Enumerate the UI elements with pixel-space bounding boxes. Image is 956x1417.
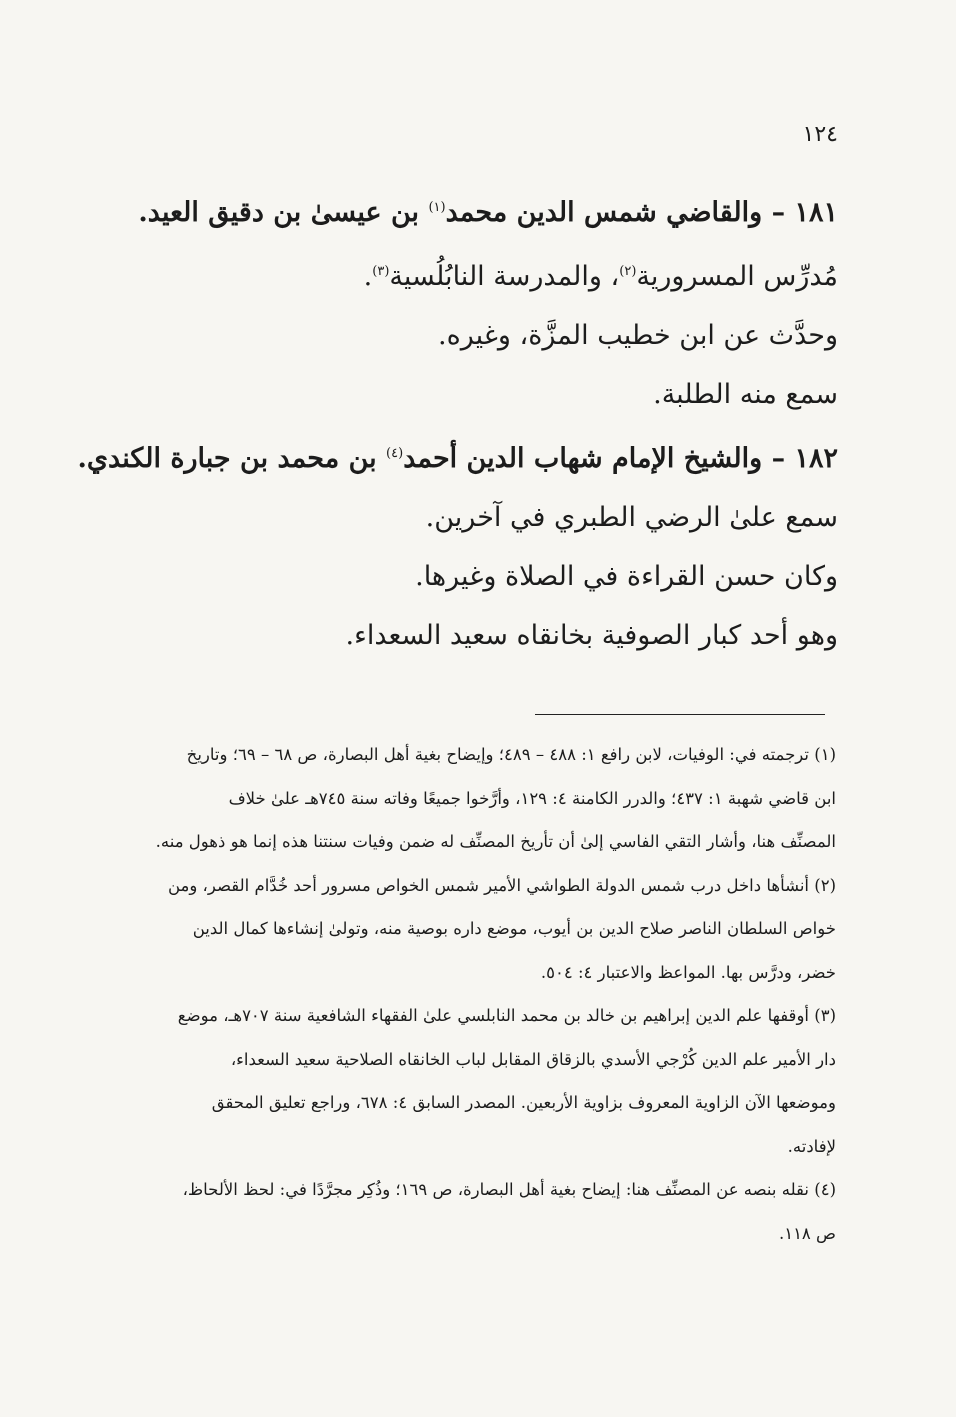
entry-heading-text: ١٨١ – والقاضي شمس الدين محمد xyxy=(445,197,838,228)
entry-182-heading xyxy=(77,424,838,488)
body-text: . xyxy=(363,261,373,292)
footnote-4 xyxy=(120,1168,836,1255)
entry-182-line: وهو أحد كبار الصوفية بخانقاه سعيد السعداء. xyxy=(345,620,838,651)
footnote-line: المصنِّف هنا، وأشار التقي الفاسي إلىٰ أن تأريخ المصنِّف له ضمن وفيات سنتنا هذه إنما هو ذهول منه. xyxy=(155,832,836,851)
footnote-line: وموضعها الآن الزاوية المعروف بزاوية الأربعين. المصدر السابق ٤: ٦٧٨، وراجع تعليق المحقق xyxy=(211,1093,836,1112)
entry-182-line: سمع علىٰ الرضي الطبري في آخرين. xyxy=(425,502,838,533)
footnote-2 xyxy=(120,864,836,995)
footnote-ref-1[interactable]: (١) xyxy=(428,200,446,215)
footnote-line: (٢) أنشأها داخل درب شمس الدولة الطواشي الأمير شمس الخواص مسرور أحد خُدَّام القصر، ومن xyxy=(167,875,836,895)
footnote-line: (١) ترجمته في: الوفيات، لابن رافع ١: ٤٨٨ – ٤٨٩؛ وإيضاح بغية أهل البصارة، ص ٦٨ – ٦٩؛ وتاريخ xyxy=(186,745,836,764)
footnote-divider xyxy=(535,714,825,715)
footnote-line: لإفادته. xyxy=(787,1136,836,1156)
footnote-1 xyxy=(120,733,836,864)
entry-181-line: سمع منه الطلبة. xyxy=(653,379,838,410)
main-text xyxy=(77,178,838,665)
body-text: مُدرِّس المسرورية xyxy=(636,261,838,292)
footnote-line: (٤) نقله بنصه عن المصنِّف هنا: إيضاح بغية أهل البصارة، ص ١٦٩؛ وذُكِر مجرَّدًا في: لحظ الألحاظ، xyxy=(182,1180,836,1199)
footnote-ref-4[interactable]: (٤) xyxy=(386,446,404,461)
footnote-ref-3[interactable]: (٣) xyxy=(372,264,390,279)
footnote-3 xyxy=(120,994,836,1168)
entry-heading-text: ١٨٢ – والشيخ الإمام شهاب الدين أحمد xyxy=(403,443,838,474)
footnote-line: ص ١١٨. xyxy=(778,1223,836,1243)
entry-181-line: وحدَّث عن ابن خطيب المزَّة، وغيره. xyxy=(438,320,838,351)
footnote-line: خضر، ودرَّس بها. المواعظ والاعتبار ٤: ٥٠٤. xyxy=(540,962,836,982)
entry-heading-text: بن محمد بن جبارة الكندي. xyxy=(77,443,387,474)
footnote-line: دار الأمير علم الدين كُرْجي الأسدي بالزقاق المقابل لباب الخانقاه الصلاحية سعيد السعداء، xyxy=(230,1049,836,1069)
page-number: ١٢٤ xyxy=(802,122,838,147)
footnotes xyxy=(120,733,836,1255)
footnote-line: (٣) أوقفها علم الدين إبراهيم بن خالد بن محمد النابلسي علىٰ الفقهاء الشافعية سنة ٧٠٧هـ، موضع xyxy=(177,1006,836,1025)
entry-heading-text: بن عيسىٰ بن دقيق العيد. xyxy=(138,197,429,228)
entry-181-heading xyxy=(138,178,838,242)
footnote-line: ابن قاضي شهبة ١: ٤٣٧؛ والدرر الكامنة ٤: ١٢٩، وأرَّخوا جميعًا وفاته سنة ٧٤٥هـ علىٰ خلاف xyxy=(228,788,836,808)
footnote-line: خواص السلطان الناصر صلاح الدين بن أيوب، موضع داره بوصية منه، وتولىٰ إنشاءها كمال الدين xyxy=(192,919,836,938)
entry-181-line xyxy=(138,242,838,306)
body-text: ، والمدرسة النابُلُسية xyxy=(389,261,620,292)
entry-182-line: وكان حسن القراءة في الصلاة وغيرها. xyxy=(415,561,838,592)
footnote-ref-2[interactable]: (٢) xyxy=(619,264,637,279)
